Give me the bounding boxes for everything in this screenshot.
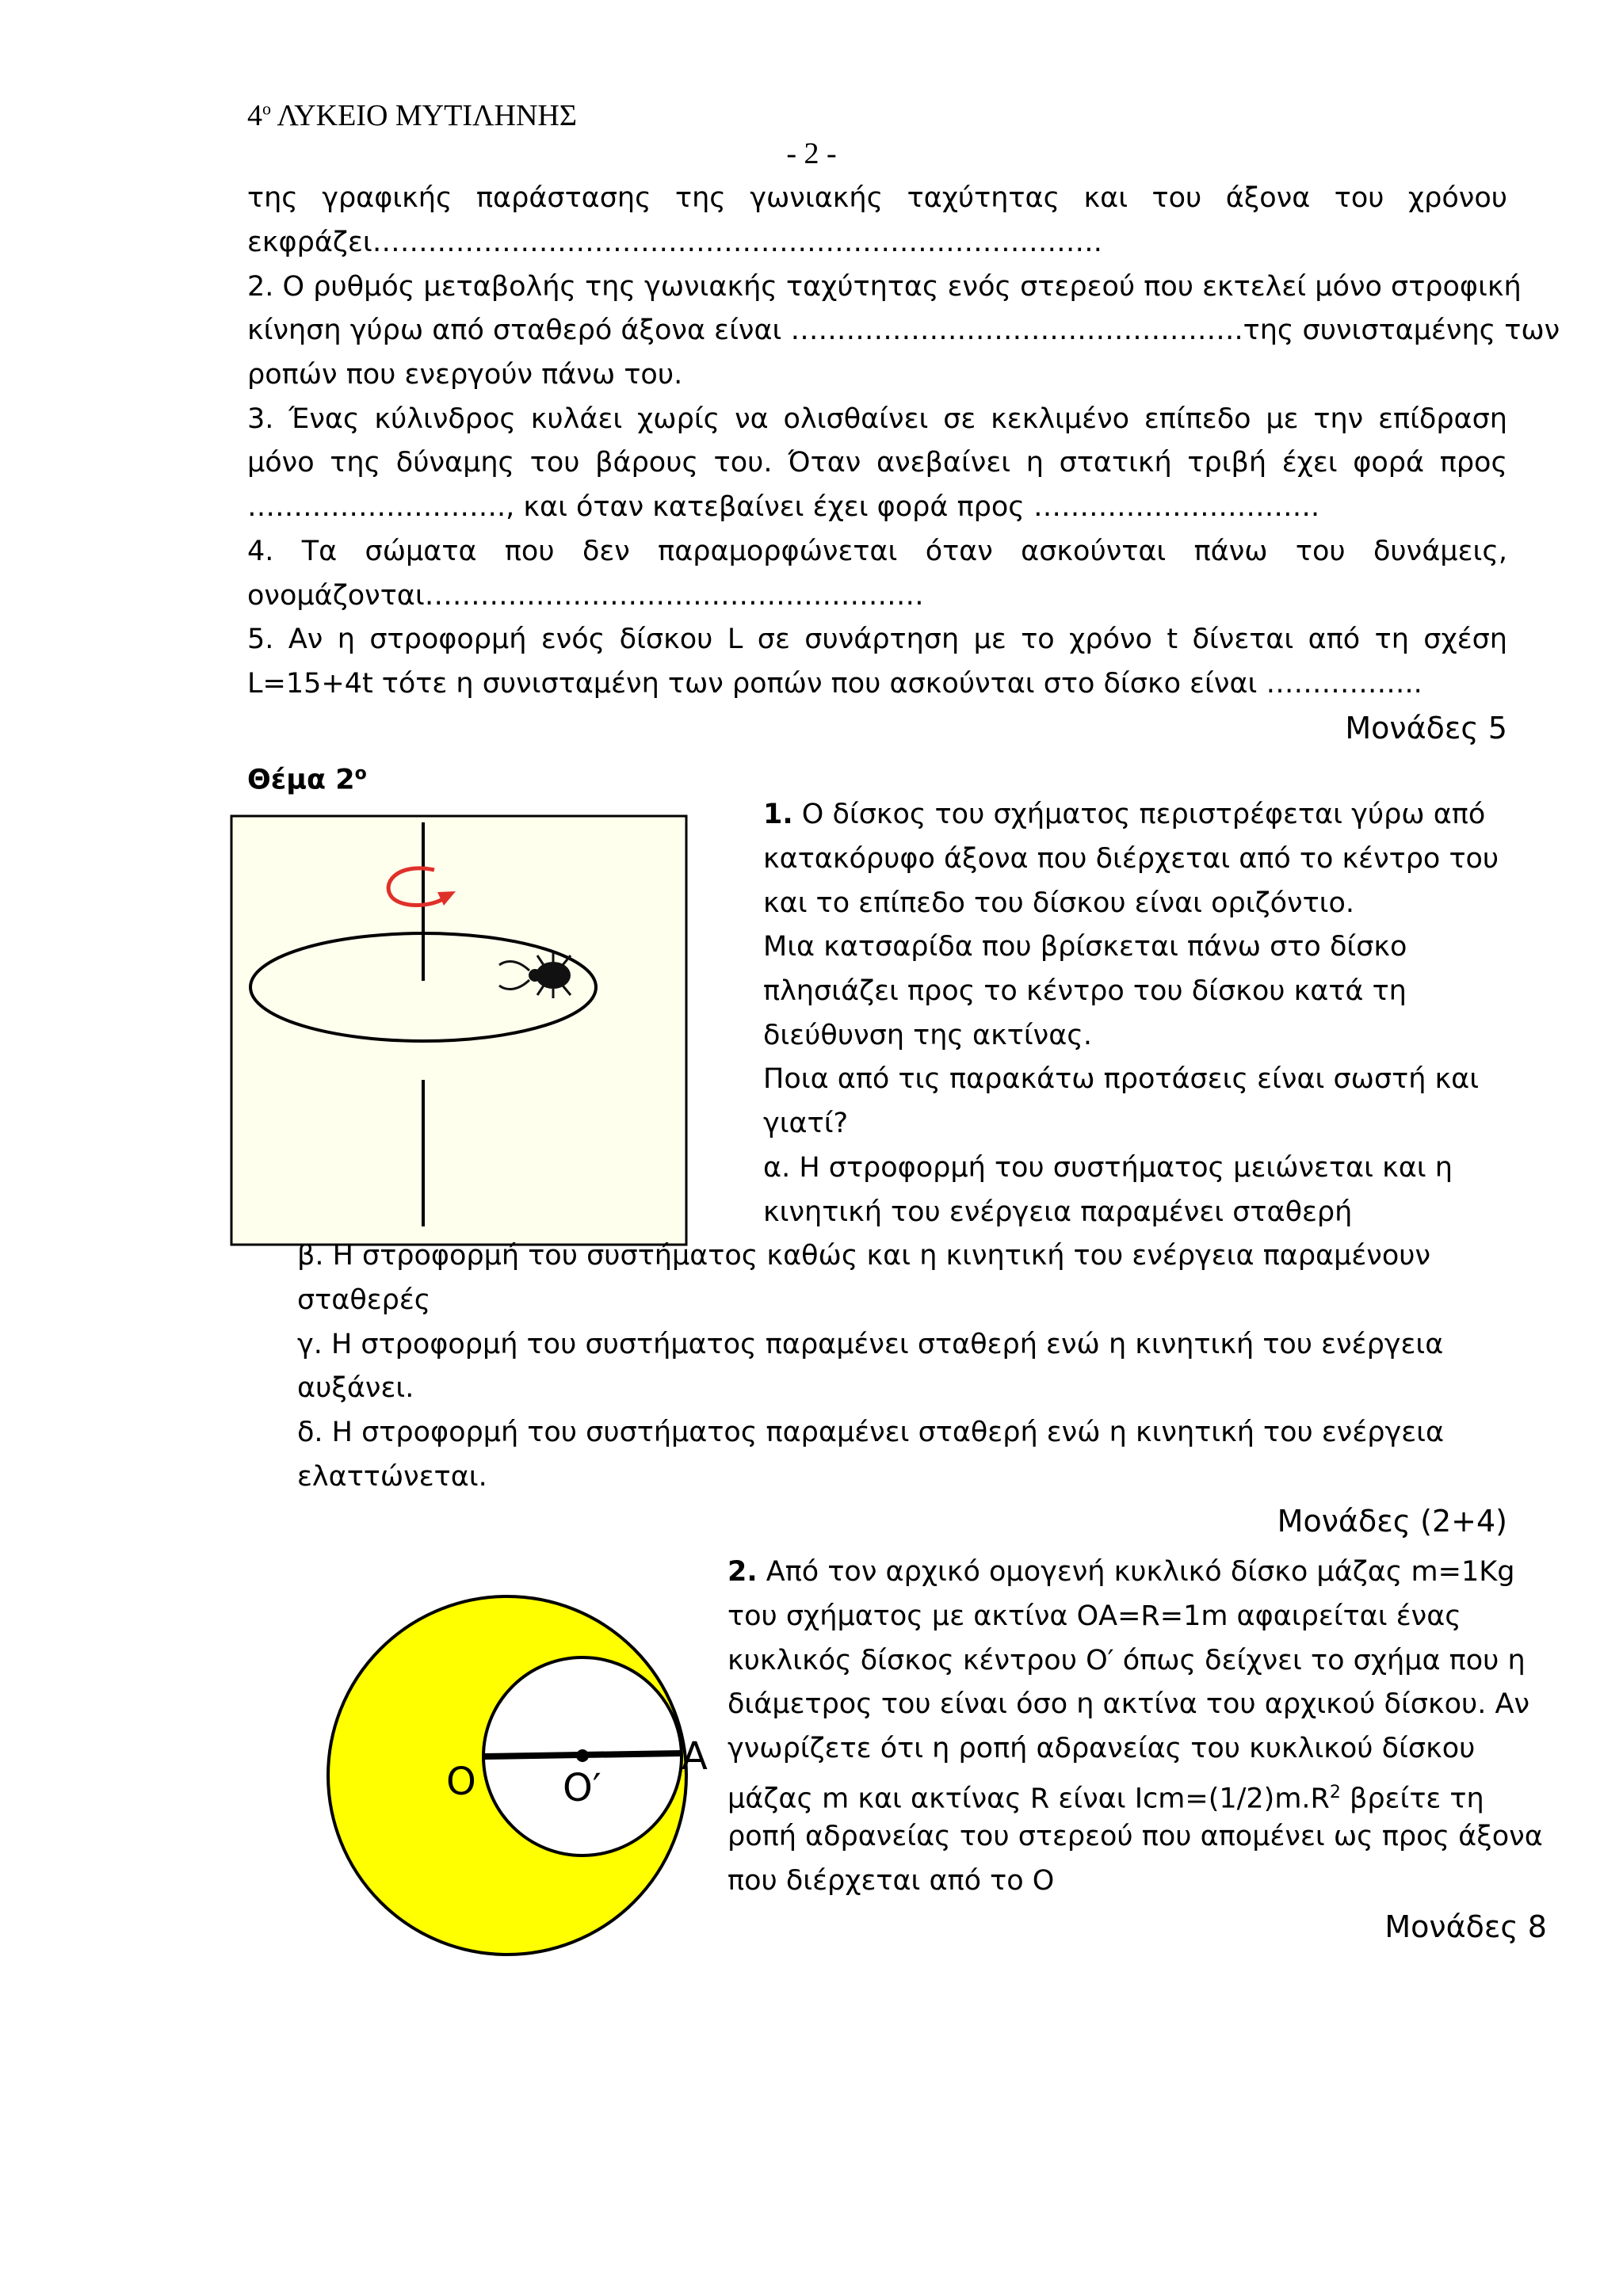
q1-option-b-line-2: σταθερές	[297, 1284, 431, 1316]
q1-line-4: Μια κατσαρίδα που βρίσκεται πάνω στο δίσκο	[763, 931, 1407, 963]
p1-line-1: της γραφικής παράστασης της γωνιακής ταχύτητας και του άξονα του χρόνου	[247, 182, 1507, 214]
q2-line-7: ροπή αδρανείας του στερεού που απομένει ως προς άξονα	[727, 1821, 1543, 1852]
q2-line-6	[727, 1775, 1484, 1817]
q1-points: Μονάδες (2+4)	[1277, 1504, 1507, 1539]
label-A: A	[682, 1734, 708, 1779]
q1-option-a-line-2: κινητική του ενέργεια παραμένει σταθερή	[763, 1196, 1353, 1228]
p1-line-9: 4. Τα σώματα που δεν παραμορφώνεται όταν ασκούνται πάνω του δυνάμεις,	[247, 536, 1507, 567]
q2-line-8: που διέρχεται από το Ο	[727, 1865, 1055, 1897]
q2-number: 2.	[727, 1556, 758, 1588]
theme2-title	[247, 757, 367, 798]
p1-line-10: ονομάζονται………………………………………………	[247, 580, 924, 612]
q2-line-4: διάμετρος του είναι όσο η ακτίνα του αρχικού δίσκου. Αν	[727, 1688, 1530, 1720]
q1-option-b-line-1: β. Η στροφορμή του συστήματος καθώς και η κινητική του ενέργεια παραμένουν	[297, 1240, 1431, 1272]
p1-line-8: ………………………., και όταν κατεβαίνει έχει φορά προς ………………………….	[247, 491, 1320, 523]
q2-line-6-sup: 2	[1329, 1783, 1341, 1802]
q1-line-6: διεύθυνση της ακτίνας.	[763, 1020, 1092, 1051]
school-name-text: ΛΥΚΕΙΟ ΜΥΤΙΛΗΝΗΣ	[271, 99, 577, 132]
figure1-frame	[231, 816, 686, 1245]
page-number: - 2 -	[786, 137, 837, 170]
school-name	[247, 98, 577, 133]
figure-rotating-disk	[230, 814, 688, 1246]
p1-line-3: 2. Ο ρυθμός μεταβολής της γωνιακής ταχύτητας ενός στερεού που εκτελεί μόνο στροφική	[247, 271, 1522, 303]
q1-line-1	[763, 797, 1485, 832]
p1-line-6: 3. Ένας κύλινδρος κυλάει χωρίς να ολισθαίνει σε κεκλιμένο επίπεδο με την επίδραση	[247, 403, 1507, 435]
q2-points: Μονάδες 8	[1384, 1909, 1547, 1944]
p1-line-12: L=15+4t τότε η συνισταμένη των ροπών που ασκούνται στο δίσκο είναι ……………..	[247, 668, 1423, 700]
school-number: 4	[247, 99, 262, 132]
q2-line-6-b: βρείτε τη	[1340, 1783, 1484, 1815]
q1-line-5: πλησιάζει προς το κέντρο του δίσκου κατά τη	[763, 975, 1407, 1007]
p1-line-7: μόνο της δύναμης του βάρους του. Όταν ανεβαίνει η στατική τριβή έχει φορά προς	[247, 447, 1507, 479]
p1-line-5: ροπών που ενεργούν πάνω του.	[247, 359, 683, 391]
p1-line-2: εκφράζει…………………………………………………………………….	[247, 227, 1102, 258]
q1-line-3: και το επίπεδο του δίσκου είναι οριζόντιο.	[763, 887, 1355, 919]
q2-line-1-text: Από τον αρχικό ομογενή κυκλικό δίσκο μάζας m=1Kg	[757, 1556, 1515, 1588]
school-number-sup: ο	[262, 98, 271, 119]
q1-option-a-line-1: α. Η στροφορμή του συστήματος μειώνεται και η	[763, 1152, 1453, 1184]
label-O: O	[446, 1760, 476, 1804]
center-O-prime-dot	[576, 1749, 589, 1762]
theme2-title-sup: ο	[354, 764, 367, 784]
q1-line-7: Ποια από τις παρακάτω προτάσεις είναι σωστή και	[763, 1063, 1480, 1095]
part1-points: Μονάδες 5	[1345, 711, 1507, 746]
q1-option-d-line-2: ελαττώνεται.	[297, 1461, 487, 1493]
q2-line-6-a: μάζας m και ακτίνας R είναι Icm=(1/2)m.R	[727, 1783, 1330, 1815]
p1-line-4: κίνηση γύρω από σταθερό άξονα είναι ………………………………………….της συνισταμένης των	[247, 315, 1560, 346]
label-O-prime: O′	[563, 1766, 601, 1810]
q1-option-d-line-1: δ. Η στροφορμή του συστήματος παραμένει σταθερή ενώ η κινητική του ενέργεια	[297, 1417, 1445, 1448]
theme2-title-text: Θέμα 2	[247, 764, 355, 796]
q1-line-8: γιατί?	[763, 1108, 849, 1139]
p1-line-11: 5. Αν η στροφορμή ενός δίσκου L σε συνάρτηση με το χρόνο t δίνεται από τη σχέση	[247, 624, 1507, 655]
q2-line-2: του σχήματος με ακτίνα ΟΑ=R=1m αφαιρείται ένας	[727, 1600, 1461, 1632]
q1-option-c-line-2: αυξάνει.	[297, 1372, 414, 1404]
q1-line-1-text: Ο δίσκος του σχήματος περιστρέφεται γύρω από	[792, 799, 1486, 830]
figure-disk-cutout	[321, 1589, 708, 1961]
q2-line-3: κυκλικός δίσκος κέντρου Ο′ όπως δείχνει το σχήμα που η	[727, 1645, 1526, 1676]
q1-option-c-line-1: γ. Η στροφορμή του συστήματος παραμένει σταθερή ενώ η κινητική του ενέργεια	[297, 1329, 1444, 1360]
q1-line-2: κατακόρυφο άξονα που διέρχεται από το κέντρο του	[763, 843, 1499, 875]
q1-number: 1.	[763, 799, 793, 830]
q2-line-5: γνωρίζετε ότι η ροπή αδρανείας του κυκλικού δίσκου	[727, 1733, 1476, 1764]
q2-line-1	[727, 1554, 1514, 1589]
